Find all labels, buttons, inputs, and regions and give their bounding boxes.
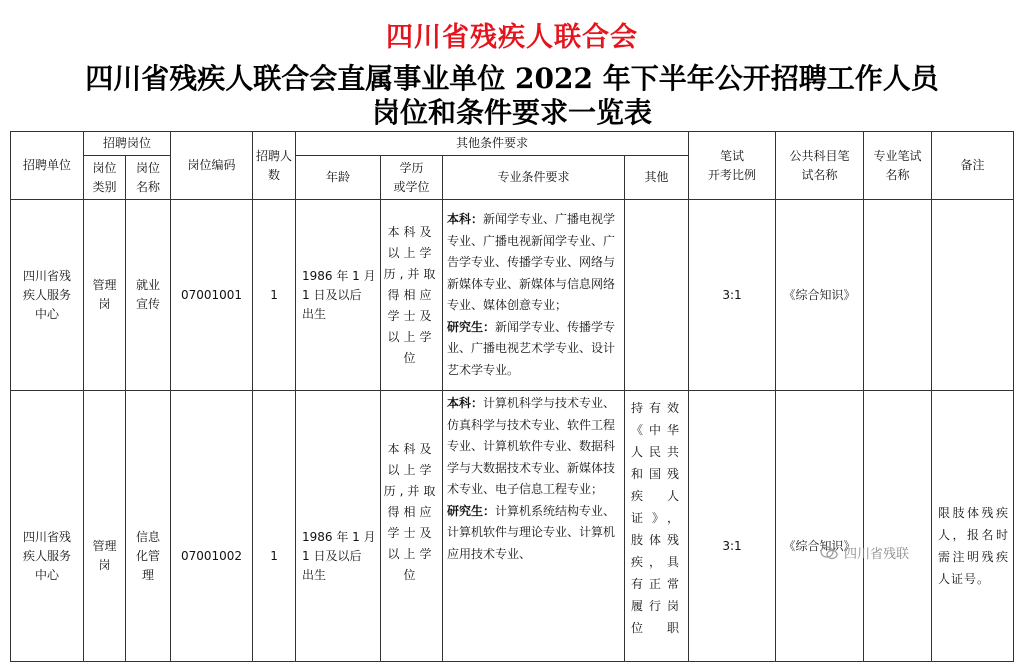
header-post-name: 岗位 名称 [126, 156, 171, 200]
spec-postgrad-label: 研究生： [447, 319, 496, 334]
spec-postgrad-text: 新闻学专业、传播学专业、广播电视艺术学专业、设计艺术学专业。 [447, 319, 616, 377]
cell-spec [443, 391, 625, 662]
cell-age: 1986 年 1 月 1 日及以后 出生 [296, 391, 381, 662]
cell-edu: 本科及 以上学 历,并取 得相应 学士及 以上学 位 [381, 391, 443, 662]
header-edu: 学历 或学位 [381, 156, 443, 200]
header-unit: 招聘单位 [11, 132, 84, 200]
cell-post-type: 管理 岗 [84, 200, 126, 391]
cell-remark: 限肢体残疾人，报名时需注明残疾人证号。 [932, 391, 1014, 662]
cell-unit: 四川省残 疾人服务 中心 [11, 391, 84, 662]
cell-remark [932, 200, 1014, 391]
cell-public-exam: 《综合知识》 [776, 200, 864, 391]
header-post-type: 岗位 类别 [84, 156, 126, 200]
header-prof-exam: 专业笔试 名称 [864, 132, 932, 200]
cell-ratio: 3:1 [689, 200, 776, 391]
cell-post-name: 信息 化管 理 [126, 391, 171, 662]
cell-public-exam: 《综合知识》 [776, 391, 864, 662]
spec-undergrad-text: 新闻学专业、广播电视学专业、广播电视新闻学专业、广告学专业、传播学专业、网络与新媒体专业、新媒体与信息网络专业、媒体创意专业； [447, 212, 616, 312]
cell-prof-exam [864, 391, 932, 662]
header-code: 岗位编码 [171, 132, 253, 200]
cell-other: 持有效《中华人民共和国残疾人证》，肢体残疾，具有正常履行岗位职 [625, 391, 689, 662]
cell-code: 07001002 [171, 391, 253, 662]
header-post-group: 招聘岗位 [84, 132, 171, 156]
cell-prof-exam [864, 200, 932, 391]
header-count: 招聘人 数 [253, 132, 296, 200]
cell-ratio: 3:1 [689, 391, 776, 662]
table-row [11, 391, 1014, 662]
header-spec: 专业条件要求 [443, 156, 625, 200]
watermark [820, 540, 1020, 565]
spec-undergrad-label: 本科： [447, 212, 484, 226]
main-title-line2: 岗位和条件要求一览表 [371, 96, 652, 129]
cell-spec [443, 200, 625, 391]
wechat-icon [820, 546, 838, 560]
cell-edu: 本科及 以上学 历,并取 得相应 学士及 以上学 位 [381, 200, 443, 391]
cell-other [625, 200, 689, 391]
spec-undergrad-text: 计算机科学与技术专业、仿真科学与技术专业、软件工程专业、计算机软件专业、数据科学与大数据技术专业、新媒体技术专业、电子信息工程专业； [447, 396, 616, 496]
watermark-text: 四川省残联 [844, 547, 910, 562]
cell-age: 1986 年 1 月 1 日及以后 出生 [296, 200, 381, 391]
header-age: 年龄 [296, 156, 381, 200]
cell-count: 1 [253, 391, 296, 662]
main-title-line1: 四川省残疾人联合会直属事业单位 2022 年下半年公开招聘工作人员 [85, 62, 939, 95]
cell-code: 07001001 [171, 200, 253, 391]
header-other-conditions: 其他条件要求 [296, 132, 689, 156]
header-ratio: 笔试 开考比例 [689, 132, 776, 200]
spec-undergrad-label: 本科： [447, 396, 484, 410]
cell-post-type: 管理 岗 [84, 391, 126, 662]
table-row [11, 200, 1014, 391]
cell-count: 1 [253, 200, 296, 391]
cell-unit: 四川省残 疾人服务 中心 [11, 200, 84, 391]
header-other: 其他 [625, 156, 689, 200]
header-remark: 备注 [932, 132, 1014, 200]
header-public-exam: 公共科目笔 试名称 [776, 132, 864, 200]
cell-post-name: 就业 宣传 [126, 200, 171, 391]
org-title: 四川省残疾人联合会 [386, 22, 638, 53]
spec-postgrad-label: 研究生： [447, 503, 496, 518]
recruitment-table [10, 131, 1014, 662]
spec-postgrad-text: 计算机系统结构专业、计算机软件与理论专业、计算机应用技术专业、 [447, 503, 616, 561]
